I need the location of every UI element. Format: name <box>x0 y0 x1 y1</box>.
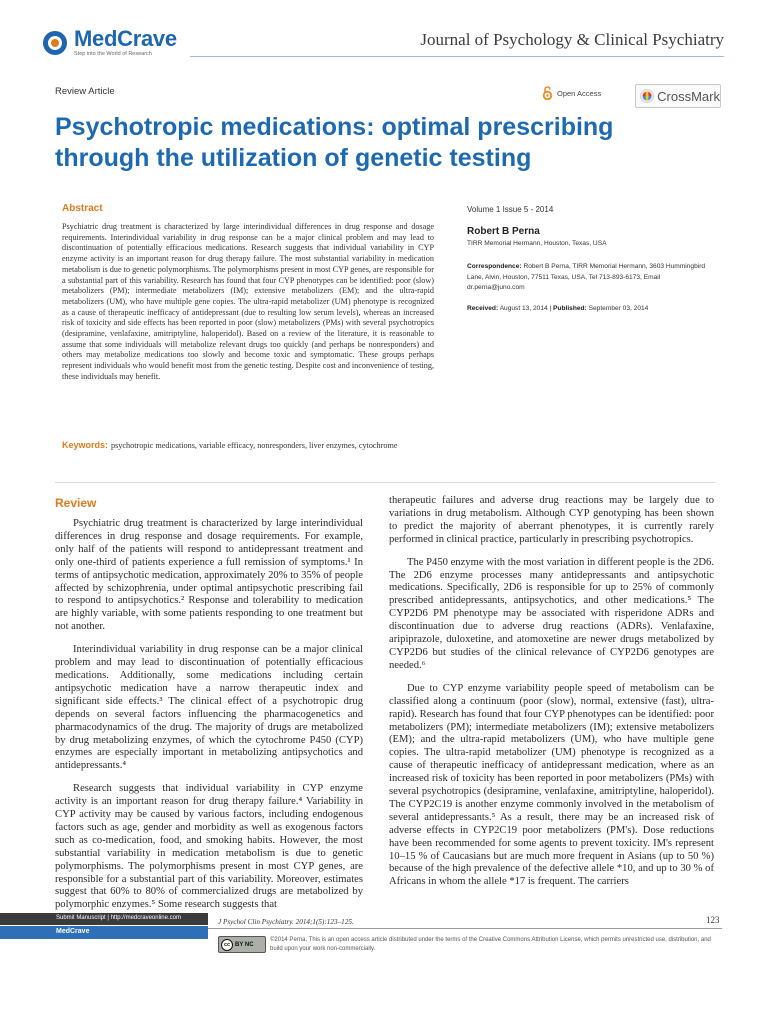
page-number: 123 <box>706 915 720 925</box>
publisher-logo[interactable] <box>42 26 212 60</box>
cc-license-label: BY NC <box>235 941 254 948</box>
submit-manuscript-link[interactable]: Submit Manuscript | http://medcraveonline.com <box>56 915 181 921</box>
footer-logo: MedCrave <box>56 928 90 935</box>
review-heading: Review <box>55 496 97 510</box>
correspondence <box>467 262 707 294</box>
license-text: ©2014 Perna. This is an open access article distributed under the terms of the Creative Commons Attribution License, which permits unrestricted use, distribution, and build upon your work non-commercially. <box>270 937 711 952</box>
keywords-label: Keywords: <box>62 440 109 450</box>
abstract-text: Psychiatric drug treatment is characterized by large interindividual differences in drug response and dosage requirements. Interindividual variability in drug response can be a major clinical problem and may lead to discontinuation of potentially efficacious medications. Research suggests that individual variability in CYP enzyme activity is an important reason for drug therapy failure. The most substantial variability in medication metabolism is due to genetic polymorphisms. The polymorphisms present in most CYP genes, are responsible for a substantial part of this variability. Research has found that four CYP phenotypes can be identified: poor (slow) metabolizers (PM); intermediate metabolizers (IM); extensive metabolizers (EM); and the ultra-rapid metabolizers (UM), who have multiple gene copies. The ultra-rapid metabolizer (UM) phenotype is recognized as a cause of therapeutic inefficacy of antidepressant (due to resulting low serum levels), whereas an increased risk of toxicity and side effects has been reported in poor (slow) metabolizers (PMs) with several psychotropics (desipramine, venlafaxine, amitriptyline, haloperidol). Based on a review of the literature, it is reasonable to assume that some individuals will metabolize relevant drugs too quickly (and perhaps be nonresponders) and others may metabolize medications too slowly and become toxic and symptomatic. These groups perhaps represent individuals who would benefit most from the genetic testing. Despite cost and inconvenience of testing, these individuals may benefit. <box>62 222 434 381</box>
body-paragraph: therapeutic failures and adverse drug reactions may be largely due to variations in drug metabolism. Although CYP genotyping has been shown to predict the majority of aberrant phenotypes, it is currently rarely performed in clinical practice, particularly in prescribing psychotropics. <box>389 495 714 545</box>
footer-submit-band[interactable] <box>0 913 208 939</box>
published-date: September 03, 2014 <box>588 305 649 312</box>
medcrave-logo-icon <box>42 30 68 56</box>
body-paragraph: The P450 enzyme with the most variation in different people is the 2D6. The 2D6 enzyme processes many antidepressants and antipsychotic medications. Specifically, 2D6 is responsible for up to 25% of commonly prescribed antidepressants, antipsychotics, and other medications.⁵ The CYP2D6 PM phenotype may be associated with risperidone ADRs and discontinuation due to adverse drug reactions (ADRs). Venlafaxine, aripiprazole, duloxetine, and atomoxetine are newer drugs metabolized by CYP2D6 but studies of the clinical relevance of CYP2D6 genotypes are needed.⁶ <box>389 556 714 671</box>
logo-tagline: Step into the World of Research <box>74 51 152 58</box>
creative-commons-icon: cc <box>221 939 233 951</box>
volume-issue: Volume 1 Issue 5 - 2014 <box>467 205 554 214</box>
dates <box>467 305 707 312</box>
crossmark-label: CrossMark <box>657 88 720 104</box>
article-type: Review Article <box>55 86 115 97</box>
correspondence-label: Correspondence: <box>467 263 522 270</box>
citation: J Psychol Clin Psychiatry. 2014;1(5):123‒125. <box>218 918 354 926</box>
crossmark-button[interactable] <box>635 84 721 108</box>
section-divider <box>55 482 715 483</box>
logo-name: MedCrave <box>74 26 177 52</box>
journal-name: Journal of Psychology & Clinical Psychiatry <box>420 30 724 49</box>
crossmark-icon <box>640 88 654 104</box>
body-paragraph: Interindividual variability in drug response can be a major clinical problem and may lead to discontinuation of potentially efficacious medications. Additionally, some medications including certain antipsychotic medication have a narrow therapeutic index and significant side effects.³ The clinical effect of a psychotropic drug depends on several factors influencing the pharmacogenetics and pharmacodynamics of the drug. The majority of drugs are metabolized by drug metabolizing enzymes, of which the cytochrome P450 (CYP) enzymes are especially important in metabolizing antipsychotics and antidepressants.⁴ <box>55 644 363 772</box>
body-column-right <box>389 495 714 899</box>
abstract-heading: Abstract <box>62 203 103 214</box>
correspondence-text: Robert B Perna, TIRR Memorial Hermann, 3603 Hummingbird Lane, Alvin, Houston, 77511 Texas, USA, Tel 713-893-6173, Email dr.perna@juno.com <box>467 263 706 291</box>
band-bottom-strip <box>0 926 208 939</box>
article-title: Psychotropic medications: optimal prescribing through the utilization of genetic testing <box>55 113 614 172</box>
author-affiliation: TIRR Memorial Hermann, Houston, Texas, USA <box>467 240 607 247</box>
body-paragraph: Psychiatric drug treatment is characterized by large interindividual differences in drug response and dosage requirements. For example, only half of the patients will respond to antidepressant treatment and only one-third of patients experience a full remission of symptoms.¹ In terms of antipsychotic medication, approximately 20% to 35% of people affected by schizophrenia, under optimal antipsychotic prescribing fail to respond to antipsychotics.² Response and tolerability to medication are highly variable, with some patients responding to one treatment but not another. <box>55 518 363 633</box>
author-name: Robert B Perna <box>467 226 540 237</box>
cc-license-badge[interactable] <box>218 936 266 953</box>
body-paragraph: Research suggests that individual variability in CYP enzyme activity is an important reason for drug therapy failure.⁴ Variability in CYP activity may be caused by various factors, including endogenous factors such as age, gender and morbidity as well as exogenous factors such as co-medication, food, and smoking habits. However, the most substantial variability in medication metabolism is due to genetic polymorphisms. The polymorphisms present in most CYP genes, are responsible for a substantial part of this variability. Moreover, estimates suggest that 60% to 80% of commercialized drugs are metabolized by polymorphic enzymes.⁵ Some research suggests that <box>55 783 363 911</box>
received-label: Received: <box>467 305 499 312</box>
received-date: August 13, 2014 | <box>499 305 552 312</box>
open-access-lock-icon <box>542 86 553 100</box>
footer-divider <box>208 928 722 929</box>
published-label: Published: <box>553 305 587 312</box>
keywords <box>62 440 434 452</box>
open-access-label: Open Access <box>557 88 602 98</box>
open-access-badge[interactable] <box>542 86 601 100</box>
header-divider <box>190 56 724 57</box>
keywords-list: psychotropic medications, variable efficacy, nonresponders, liver enzymes, cytochrome <box>111 441 398 450</box>
body-column-left <box>55 518 363 922</box>
body-paragraph: Due to CYP enzyme variability people speed of metabolism can be classified along a continuum (poor (slow), normal, extensive (fast), ultra-rapid). Research has found that four CYP phenotypes can be identified: poor metabolizers (PM); intermediate metabolizers (IM); extensive metabolizers (EM); and the ultra-rapid metabolizers (UM), who have multiple gene copies. The ultra-rapid metabolizer (UM) phenotype is recognized as a cause of therapeutic inefficacy of antidepressant medication, where as an increased risk of toxicity has been reported in poor metabolizers (PMs) with several psychotropics (desipramine, venlafaxine, amitriptyline, haloperidol). The CYP2C19 is another enzyme commonly involved in the metabolism of several antidepressants.⁵ As a result, there may be an increased risk of adverse effects in CYP2C19 poor metabolizers (PM's). Dose reductions have been recommended for some agents to prevent toxicity. IM's represent 10–15 % of Caucasians but are much more frequent in Asians (up to 50 %) because of the high prevalence of the defective allele *10, and up to 30 % of Africans in whom the allele *17 is frequent. The carriers <box>389 682 714 888</box>
